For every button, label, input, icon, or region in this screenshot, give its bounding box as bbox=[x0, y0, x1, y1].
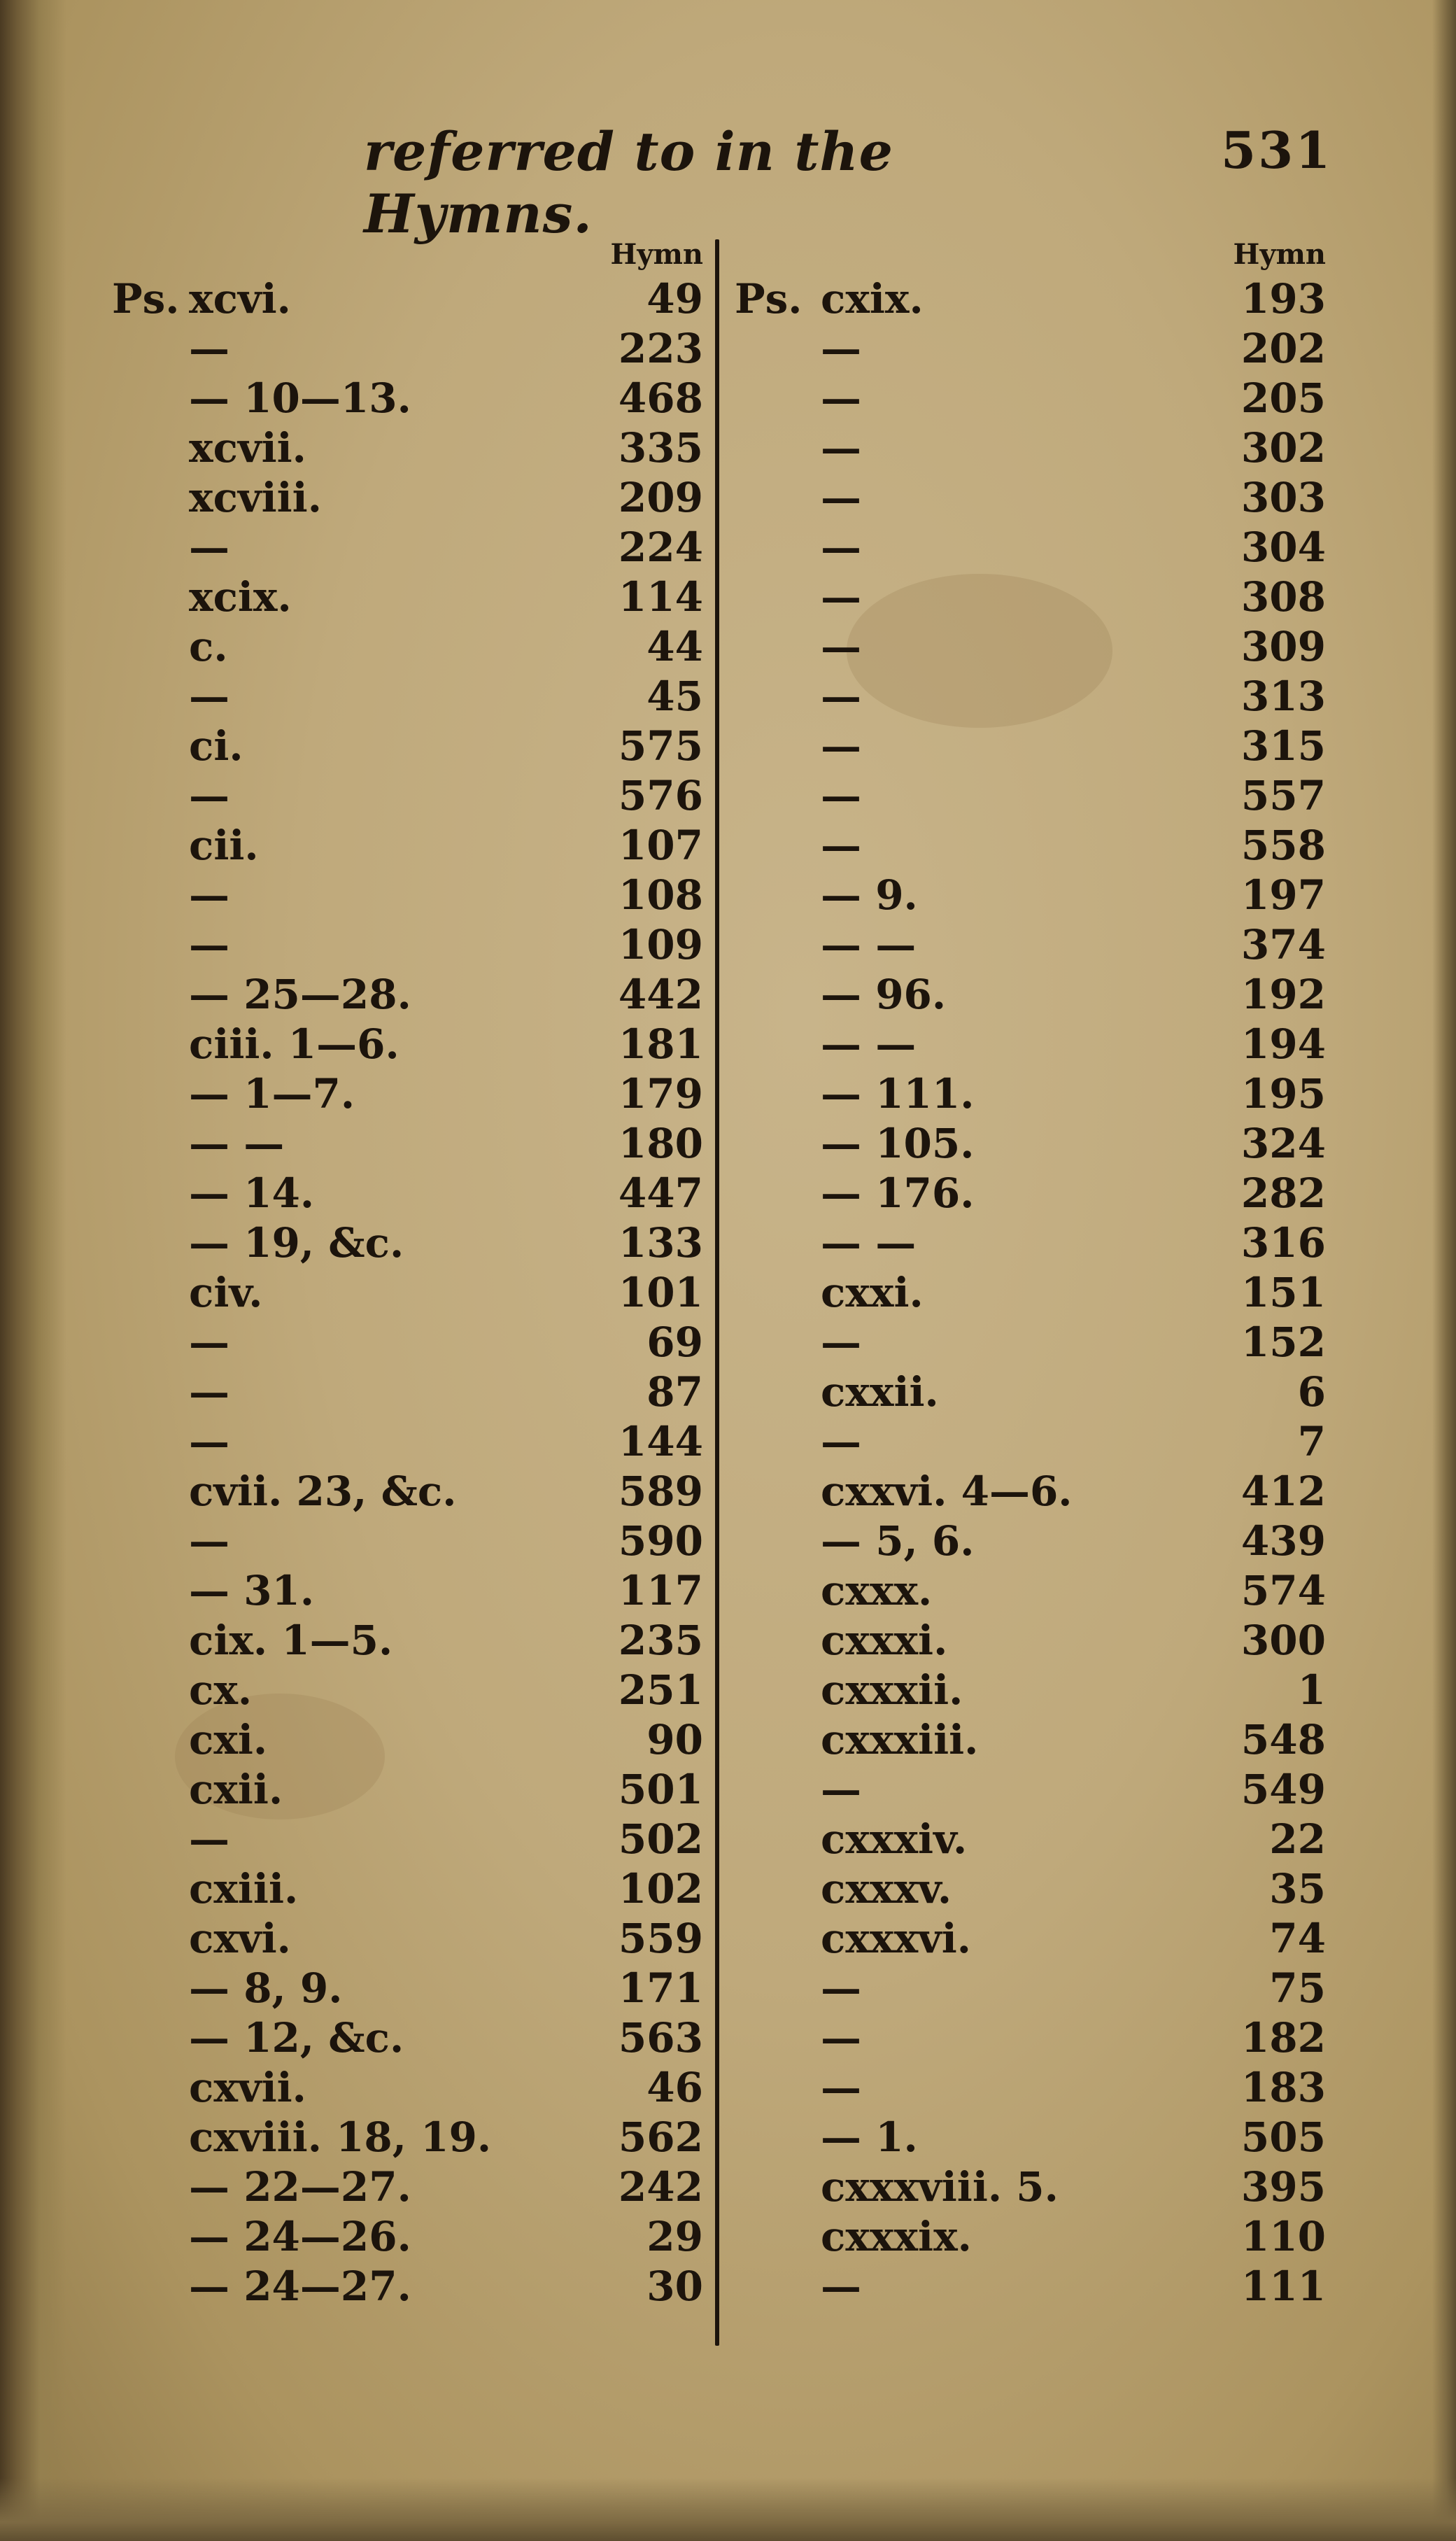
psalm-prefix: Ps. bbox=[112, 275, 180, 323]
index-row bbox=[112, 1616, 703, 1666]
psalm-reference: — bbox=[821, 573, 861, 621]
hymn-number: 251 bbox=[618, 1666, 703, 1714]
index-row bbox=[112, 1020, 703, 1069]
psalm-reference: — 111. bbox=[821, 1070, 975, 1118]
index-row bbox=[112, 274, 703, 324]
hymn-number: 302 bbox=[1241, 424, 1326, 472]
index-row bbox=[735, 1467, 1326, 1516]
psalm-reference: — bbox=[189, 1368, 229, 1416]
psalm-reference: cxxxv. bbox=[821, 1865, 952, 1913]
hymn-number: 29 bbox=[646, 2213, 703, 2260]
psalm-reference: — bbox=[821, 1964, 861, 2012]
index-row bbox=[735, 423, 1326, 473]
index-row bbox=[735, 871, 1326, 920]
page-bottom-shadow bbox=[0, 2478, 1456, 2541]
psalm-reference: — bbox=[821, 2262, 861, 2310]
psalm-reference: cxvi. bbox=[189, 1915, 291, 1962]
psalm-reference: cxxxiv. bbox=[821, 1815, 968, 1863]
index-row bbox=[735, 1914, 1326, 1964]
index-row bbox=[112, 920, 703, 970]
psalm-reference: — bbox=[189, 673, 229, 720]
index-row bbox=[112, 1417, 703, 1467]
hymn-number: 74 bbox=[1269, 1915, 1326, 1962]
hymn-number: 144 bbox=[618, 1418, 703, 1465]
hymn-number: 502 bbox=[618, 1815, 703, 1863]
hymn-number: 101 bbox=[618, 1269, 703, 1316]
hymn-number: 313 bbox=[1241, 673, 1326, 720]
index-row bbox=[112, 2162, 703, 2212]
hymn-number: 563 bbox=[618, 2014, 703, 2062]
hymn-number: 102 bbox=[618, 1865, 703, 1913]
psalm-reference: — 14. bbox=[189, 1169, 315, 1217]
hymn-number: 46 bbox=[646, 2064, 703, 2111]
psalm-reference: — 31. bbox=[189, 1567, 315, 1614]
hymn-number: 183 bbox=[1241, 2064, 1326, 2111]
hymn-number: 35 bbox=[1269, 1865, 1326, 1913]
hymn-number: 107 bbox=[618, 822, 703, 869]
index-row bbox=[735, 1864, 1326, 1914]
psalm-reference: cvii. 23, &c. bbox=[189, 1467, 457, 1515]
hymn-number: 152 bbox=[1241, 1318, 1326, 1366]
index-row bbox=[112, 622, 703, 672]
psalm-reference: — — bbox=[821, 1219, 917, 1267]
hymn-number: 242 bbox=[618, 2163, 703, 2211]
psalm-reference: — — bbox=[821, 1020, 917, 1068]
psalm-reference: — 9. bbox=[821, 871, 918, 919]
hymn-number: 90 bbox=[646, 1716, 703, 1764]
hymn-number: 308 bbox=[1241, 573, 1326, 621]
psalm-reference: — 105. bbox=[821, 1120, 975, 1167]
psalm-reference: — bbox=[821, 474, 861, 521]
index-row bbox=[112, 1864, 703, 1914]
psalm-reference: — bbox=[821, 1418, 861, 1465]
hymn-number: 197 bbox=[1241, 871, 1326, 919]
hymn-number: 224 bbox=[618, 523, 703, 571]
index-row bbox=[112, 2212, 703, 2262]
index-row bbox=[735, 274, 1326, 324]
hymn-column-header: Hymn bbox=[610, 238, 703, 271]
page-gutter-shadow bbox=[0, 0, 66, 2541]
hymn-number: 108 bbox=[618, 871, 703, 919]
hymn-number: 439 bbox=[1241, 1517, 1326, 1565]
index-row bbox=[112, 2013, 703, 2063]
index-row bbox=[735, 572, 1326, 622]
psalm-reference: — bbox=[821, 673, 861, 720]
index-row bbox=[112, 523, 703, 572]
psalm-reference: — bbox=[821, 374, 861, 422]
hymn-number: 7 bbox=[1297, 1418, 1326, 1465]
psalm-reference: — 1—7. bbox=[189, 1070, 355, 1118]
psalm-reference: cxxxiii. bbox=[821, 1716, 979, 1764]
hymn-number: 133 bbox=[618, 1219, 703, 1267]
psalm-reference: — bbox=[821, 2014, 861, 2062]
psalm-reference: — 22—27. bbox=[189, 2163, 411, 2211]
hymn-number: 590 bbox=[618, 1517, 703, 1565]
index-row bbox=[735, 2113, 1326, 2162]
psalm-reference: — bbox=[821, 424, 861, 472]
hymn-number: 562 bbox=[618, 2113, 703, 2161]
index-row bbox=[735, 920, 1326, 970]
index-row bbox=[735, 1069, 1326, 1119]
hymn-number: 109 bbox=[618, 921, 703, 969]
index-row bbox=[735, 1765, 1326, 1815]
hymn-number: 111 bbox=[1241, 2262, 1326, 2310]
hymn-number: 309 bbox=[1241, 623, 1326, 670]
index-row bbox=[112, 1516, 703, 1566]
hymn-number: 303 bbox=[1241, 474, 1326, 521]
hymn-number: 114 bbox=[618, 573, 703, 621]
psalm-reference: cxix. bbox=[821, 275, 924, 323]
psalm-reference: — bbox=[821, 722, 861, 770]
hymn-number: 117 bbox=[618, 1567, 703, 1614]
psalm-reference: — bbox=[821, 523, 861, 571]
index-row bbox=[112, 970, 703, 1020]
index-row bbox=[112, 1467, 703, 1516]
left-index-list bbox=[112, 274, 703, 2311]
hymn-number: 374 bbox=[1241, 921, 1326, 969]
psalm-reference: cxviii. 18, 19. bbox=[189, 2113, 492, 2161]
hymn-number: 557 bbox=[1241, 772, 1326, 819]
index-row bbox=[112, 722, 703, 771]
index-row bbox=[112, 1169, 703, 1218]
psalm-reference: cxxii. bbox=[821, 1368, 939, 1416]
hymn-number: 300 bbox=[1241, 1617, 1326, 1664]
hymn-number: 589 bbox=[618, 1467, 703, 1515]
hymn-number: 209 bbox=[618, 474, 703, 521]
index-row bbox=[112, 473, 703, 523]
index-row bbox=[112, 1069, 703, 1119]
index-row bbox=[112, 672, 703, 722]
index-row bbox=[735, 1318, 1326, 1367]
index-row bbox=[735, 1367, 1326, 1417]
psalm-reference: — bbox=[189, 921, 229, 969]
hymn-number: 442 bbox=[618, 971, 703, 1018]
psalm-reference: — — bbox=[189, 1120, 285, 1167]
index-row bbox=[735, 1666, 1326, 1715]
psalm-reference: cxxxix. bbox=[821, 2213, 972, 2260]
hymn-number: 6 bbox=[1297, 1368, 1326, 1416]
hymn-number: 69 bbox=[646, 1318, 703, 1366]
psalm-reference: — bbox=[189, 772, 229, 819]
psalm-reference: ci. bbox=[189, 722, 243, 770]
right-index-list bbox=[735, 274, 1326, 2311]
index-row bbox=[112, 1914, 703, 1964]
psalm-reference: — bbox=[189, 1517, 229, 1565]
hymn-number: 180 bbox=[618, 1120, 703, 1167]
hymn-number: 574 bbox=[1241, 1567, 1326, 1614]
psalm-reference: cx. bbox=[189, 1666, 253, 1714]
psalm-reference: — bbox=[821, 822, 861, 869]
index-row bbox=[112, 2063, 703, 2113]
psalm-reference: — bbox=[821, 2064, 861, 2111]
running-title: referred to in the Hymns. bbox=[364, 120, 894, 245]
index-row bbox=[735, 2212, 1326, 2262]
index-row bbox=[735, 1516, 1326, 1566]
psalm-reference: — 176. bbox=[821, 1169, 975, 1217]
index-row bbox=[735, 1715, 1326, 1765]
index-row bbox=[112, 771, 703, 821]
hymn-number: 193 bbox=[1241, 275, 1326, 323]
index-row bbox=[735, 324, 1326, 374]
psalm-reference: — 5, 6. bbox=[821, 1517, 975, 1565]
psalm-reference: xcvi. bbox=[189, 275, 291, 323]
hymn-number: 559 bbox=[618, 1915, 703, 1962]
index-row bbox=[735, 1169, 1326, 1218]
psalm-reference: cxxx. bbox=[821, 1567, 933, 1614]
hymn-number: 501 bbox=[618, 1766, 703, 1813]
hymn-number: 179 bbox=[618, 1070, 703, 1118]
index-row bbox=[735, 1964, 1326, 2013]
psalm-reference: xcix. bbox=[189, 573, 292, 621]
index-row bbox=[735, 2262, 1326, 2311]
hymn-number: 182 bbox=[1241, 2014, 1326, 2062]
hymn-number: 549 bbox=[1241, 1766, 1326, 1813]
index-row bbox=[735, 821, 1326, 871]
page-edge-shadow bbox=[1432, 0, 1456, 2541]
index-row bbox=[735, 1218, 1326, 1268]
hymn-number: 87 bbox=[646, 1368, 703, 1416]
psalm-reference: c. bbox=[189, 623, 228, 670]
hymn-number: 44 bbox=[646, 623, 703, 670]
psalm-reference: cxxvi. 4—6. bbox=[821, 1467, 1073, 1515]
index-row bbox=[112, 1218, 703, 1268]
index-row bbox=[735, 1616, 1326, 1666]
hymn-number: 171 bbox=[618, 1964, 703, 2012]
hymn-number: 324 bbox=[1241, 1120, 1326, 1167]
psalm-reference: xcviii. bbox=[189, 474, 322, 521]
hymn-number: 576 bbox=[618, 772, 703, 819]
psalm-reference: cxiii. bbox=[189, 1865, 299, 1913]
index-row bbox=[112, 1715, 703, 1765]
psalm-reference: cxi. bbox=[189, 1716, 268, 1764]
index-row bbox=[112, 821, 703, 871]
psalm-reference: civ. bbox=[189, 1269, 263, 1316]
psalm-reference: — 25—28. bbox=[189, 971, 411, 1018]
hymn-number: 202 bbox=[1241, 325, 1326, 372]
psalm-prefix: Ps. bbox=[735, 275, 803, 323]
index-row bbox=[735, 1020, 1326, 1069]
psalm-reference: — 24—27. bbox=[189, 2262, 411, 2310]
hymn-number: 110 bbox=[1241, 2213, 1326, 2260]
hymn-number: 304 bbox=[1241, 523, 1326, 571]
index-row bbox=[735, 374, 1326, 423]
psalm-reference: cxxxi. bbox=[821, 1617, 948, 1664]
hymn-number: 505 bbox=[1241, 2113, 1326, 2161]
index-row bbox=[735, 2063, 1326, 2113]
psalm-reference: — bbox=[189, 871, 229, 919]
psalm-reference: — 96. bbox=[821, 971, 947, 1018]
hymn-number: 45 bbox=[646, 673, 703, 720]
index-row bbox=[735, 771, 1326, 821]
psalm-reference: — bbox=[189, 1318, 229, 1366]
hymn-number: 315 bbox=[1241, 722, 1326, 770]
psalm-reference: — 10—13. bbox=[189, 374, 411, 422]
psalm-reference: — bbox=[189, 1815, 229, 1863]
index-row bbox=[735, 523, 1326, 572]
hymn-number: 192 bbox=[1241, 971, 1326, 1018]
index-row bbox=[112, 1318, 703, 1367]
psalm-reference: — bbox=[821, 623, 861, 670]
hymn-number: 335 bbox=[618, 424, 703, 472]
index-row bbox=[112, 1119, 703, 1169]
hymn-number: 30 bbox=[646, 2262, 703, 2310]
hymn-number: 194 bbox=[1241, 1020, 1326, 1068]
index-row bbox=[735, 622, 1326, 672]
hymn-number: 49 bbox=[646, 275, 703, 323]
index-row bbox=[112, 2262, 703, 2311]
index-row bbox=[112, 324, 703, 374]
psalm-reference: — bbox=[821, 1318, 861, 1366]
index-row bbox=[112, 871, 703, 920]
hymn-number: 1 bbox=[1297, 1666, 1326, 1714]
index-row bbox=[735, 672, 1326, 722]
psalm-reference: — 1. bbox=[821, 2113, 918, 2161]
index-row bbox=[735, 473, 1326, 523]
index-row bbox=[112, 1815, 703, 1864]
psalm-reference: — 19, &c. bbox=[189, 1219, 404, 1267]
index-row bbox=[735, 1268, 1326, 1318]
index-row bbox=[112, 1367, 703, 1417]
index-row bbox=[735, 722, 1326, 771]
hymn-number: 575 bbox=[618, 722, 703, 770]
hymn-number: 548 bbox=[1241, 1716, 1326, 1764]
hymn-number: 468 bbox=[618, 374, 703, 422]
index-row bbox=[735, 970, 1326, 1020]
index-row bbox=[112, 2113, 703, 2162]
psalm-reference: — bbox=[821, 325, 861, 372]
index-row bbox=[735, 1119, 1326, 1169]
hymn-number: 282 bbox=[1241, 1169, 1326, 1217]
hymn-number: 395 bbox=[1241, 2163, 1326, 2211]
hymn-number: 181 bbox=[618, 1020, 703, 1068]
psalm-reference: cxxi. bbox=[821, 1269, 924, 1316]
index-row bbox=[735, 2013, 1326, 2063]
hymn-number: 316 bbox=[1241, 1219, 1326, 1267]
psalm-reference: cxii. bbox=[189, 1766, 283, 1813]
index-row bbox=[735, 1815, 1326, 1864]
hymn-number: 558 bbox=[1241, 822, 1326, 869]
psalm-reference: — 12, &c. bbox=[189, 2014, 404, 2062]
hymn-number: 151 bbox=[1241, 1269, 1326, 1316]
hymn-number: 235 bbox=[618, 1617, 703, 1664]
index-row bbox=[112, 1765, 703, 1815]
psalm-reference: — — bbox=[821, 921, 917, 969]
hymn-number: 195 bbox=[1241, 1070, 1326, 1118]
index-row bbox=[112, 572, 703, 622]
index-row bbox=[735, 1417, 1326, 1467]
index-row bbox=[112, 1964, 703, 2013]
psalm-reference: — 8, 9. bbox=[189, 1964, 343, 2012]
index-row bbox=[112, 1666, 703, 1715]
psalm-reference: — bbox=[189, 1418, 229, 1465]
index-row bbox=[735, 1566, 1326, 1616]
psalm-reference: cix. 1—5. bbox=[189, 1617, 393, 1664]
psalm-reference: ciii. 1—6. bbox=[189, 1020, 400, 1068]
hymn-number: 205 bbox=[1241, 374, 1326, 422]
index-row bbox=[112, 1268, 703, 1318]
page-number: 531 bbox=[1221, 120, 1333, 180]
psalm-reference: cxxxii. bbox=[821, 1666, 963, 1714]
index-row bbox=[112, 374, 703, 423]
psalm-reference: cii. bbox=[189, 822, 259, 869]
hymn-column-header: Hymn bbox=[1233, 238, 1326, 271]
hymn-number: 75 bbox=[1269, 1964, 1326, 2012]
psalm-reference: — bbox=[821, 1766, 861, 1813]
psalm-reference: — bbox=[189, 523, 229, 571]
hymn-number: 22 bbox=[1269, 1815, 1326, 1863]
psalm-reference: — bbox=[189, 325, 229, 372]
hymn-number: 447 bbox=[618, 1169, 703, 1217]
psalm-reference: — bbox=[821, 772, 861, 819]
index-row bbox=[112, 1566, 703, 1616]
hymn-number: 412 bbox=[1241, 1467, 1326, 1515]
hymn-number: 223 bbox=[618, 325, 703, 372]
psalm-reference: xcvii. bbox=[189, 424, 306, 472]
index-row bbox=[735, 2162, 1326, 2212]
psalm-reference: cxxxvi. bbox=[821, 1915, 971, 1962]
psalm-reference: cxvii. bbox=[189, 2064, 306, 2111]
index-row bbox=[112, 423, 703, 473]
column-divider bbox=[715, 239, 719, 2346]
psalm-reference: — 24—26. bbox=[189, 2213, 411, 2260]
psalm-reference: cxxxviii. 5. bbox=[821, 2163, 1059, 2211]
